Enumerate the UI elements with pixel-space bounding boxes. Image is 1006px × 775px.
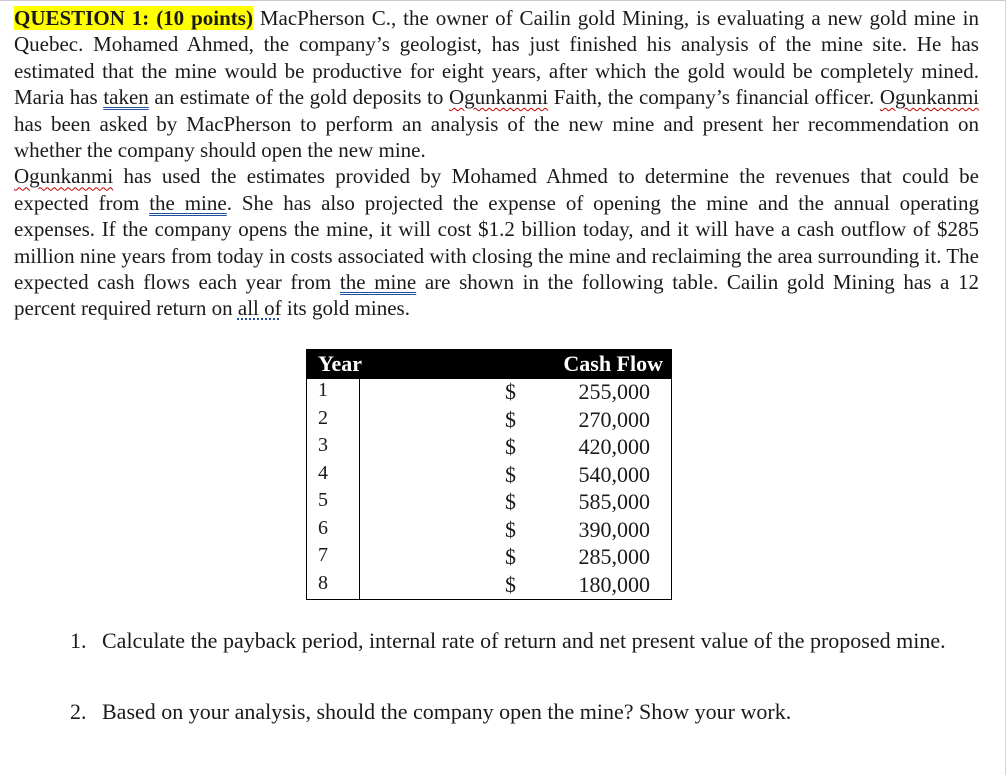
year-cell: 7 — [318, 544, 328, 566]
currency-cell: $ — [505, 489, 516, 514]
currency-cell: $ — [505, 461, 516, 487]
year-cell: 2 — [318, 406, 328, 429]
year-cell: 5 — [318, 489, 328, 511]
question-heading: QUESTION 1: (10 points) — [14, 6, 253, 30]
details-text-1: has used the estimates provided by Mohamed Ahmed to determine the revenues that could be expected from — [14, 164, 979, 215]
table-row — [307, 489, 671, 517]
misspelled-name: Ogunkanmi — [448, 85, 549, 110]
table-row — [307, 462, 671, 490]
cash-flow-table — [306, 349, 672, 600]
details-text-2: . She has also projected the expense of opening the mine and the annual operating expenses. If the company opens the mine, it will cost $1.2 billion today, and it will have a cash outflow of $285 million nine years from today in costs associated with closing the mine and reclaiming the area surrounding it. The expected cash flows each year from — [14, 190, 979, 295]
year-cell: 1 — [318, 379, 328, 401]
page-top-edge — [0, 0, 1006, 3]
intro-text-4: Faith, the company’s financial officer. — [548, 85, 880, 110]
paragraph-details — [14, 163, 979, 321]
currency-cell: $ — [505, 544, 516, 569]
currency-cell: $ — [505, 379, 516, 404]
table-row — [307, 379, 671, 407]
question-list — [70, 625, 950, 727]
cash-flow-cell: 540,000 — [578, 461, 650, 487]
year-cell: 8 — [318, 571, 328, 594]
phrase-all-of: all of — [237, 296, 282, 321]
table-header — [307, 350, 671, 379]
cash-flow-cell: 180,000 — [578, 571, 650, 597]
cash-flow-cell: 390,000 — [578, 516, 650, 542]
list-item — [70, 696, 950, 727]
cash-flow-cell: 585,000 — [578, 489, 650, 514]
intro-text-2: e has estimated that the mine would be productive for eight years, after which the gold would be completely mined. Maria has — [14, 32, 979, 110]
list-item — [70, 625, 950, 656]
paragraph-intro — [14, 5, 979, 163]
misspelled-name: Ogunkanmi — [879, 85, 979, 110]
cash-flow-column-header: Cash Flow — [563, 351, 663, 376]
currency-cell: $ — [505, 406, 516, 432]
list-text: Calculate the payback period, internal rate of return and net present value of the proposed mine. — [102, 628, 946, 653]
table-row — [307, 572, 671, 600]
table-row — [307, 407, 671, 435]
currency-cell: $ — [505, 571, 516, 597]
document-body — [14, 5, 979, 322]
currency-cell: $ — [505, 516, 516, 542]
currency-cell: $ — [505, 434, 516, 459]
misspelled-name: Ogunkanmi — [14, 164, 114, 189]
table-row — [307, 517, 671, 545]
intro-text-1: MacPherson C., the owner of Cailin gold Mining, is evaluating a new gold mine in Quebec. Mohamed Ahmed, the company’s geologist, has just finished his analysis of the mine site. H — [14, 6, 979, 57]
list-number: 1. — [70, 628, 87, 653]
cash-flow-cell: 285,000 — [578, 544, 650, 569]
intro-text-3: an estimate of the gold deposits to — [148, 85, 449, 110]
cash-flow-cell: 255,000 — [578, 379, 650, 404]
details-text-4: its gold mines. — [281, 296, 410, 321]
phrase-the-mine: the mine — [149, 190, 227, 215]
year-cell: 4 — [318, 461, 328, 484]
intro-text-5: has been asked by MacPherson to perform an analysis of the new mine and present her recommendation on whether the company should open the new mine. — [14, 111, 979, 163]
table-body — [307, 379, 671, 599]
table-row — [307, 544, 671, 572]
details-text-3: are shown in the following table. Cailin gold Mining has a 12 percent required return on — [14, 270, 979, 321]
year-column-header: Year — [318, 351, 362, 376]
phrase-the-mine: the mine — [339, 270, 417, 295]
list-text: Based on your analysis, should the company open the mine? Show your work. — [102, 699, 792, 724]
cash-flow-cell: 420,000 — [578, 434, 650, 459]
year-cell: 6 — [318, 516, 328, 539]
list-number: 2. — [70, 699, 87, 724]
cash-flow-cell: 270,000 — [578, 406, 650, 432]
table-row — [307, 434, 671, 462]
year-cell: 3 — [318, 434, 328, 456]
word-taken: taken — [103, 85, 149, 110]
